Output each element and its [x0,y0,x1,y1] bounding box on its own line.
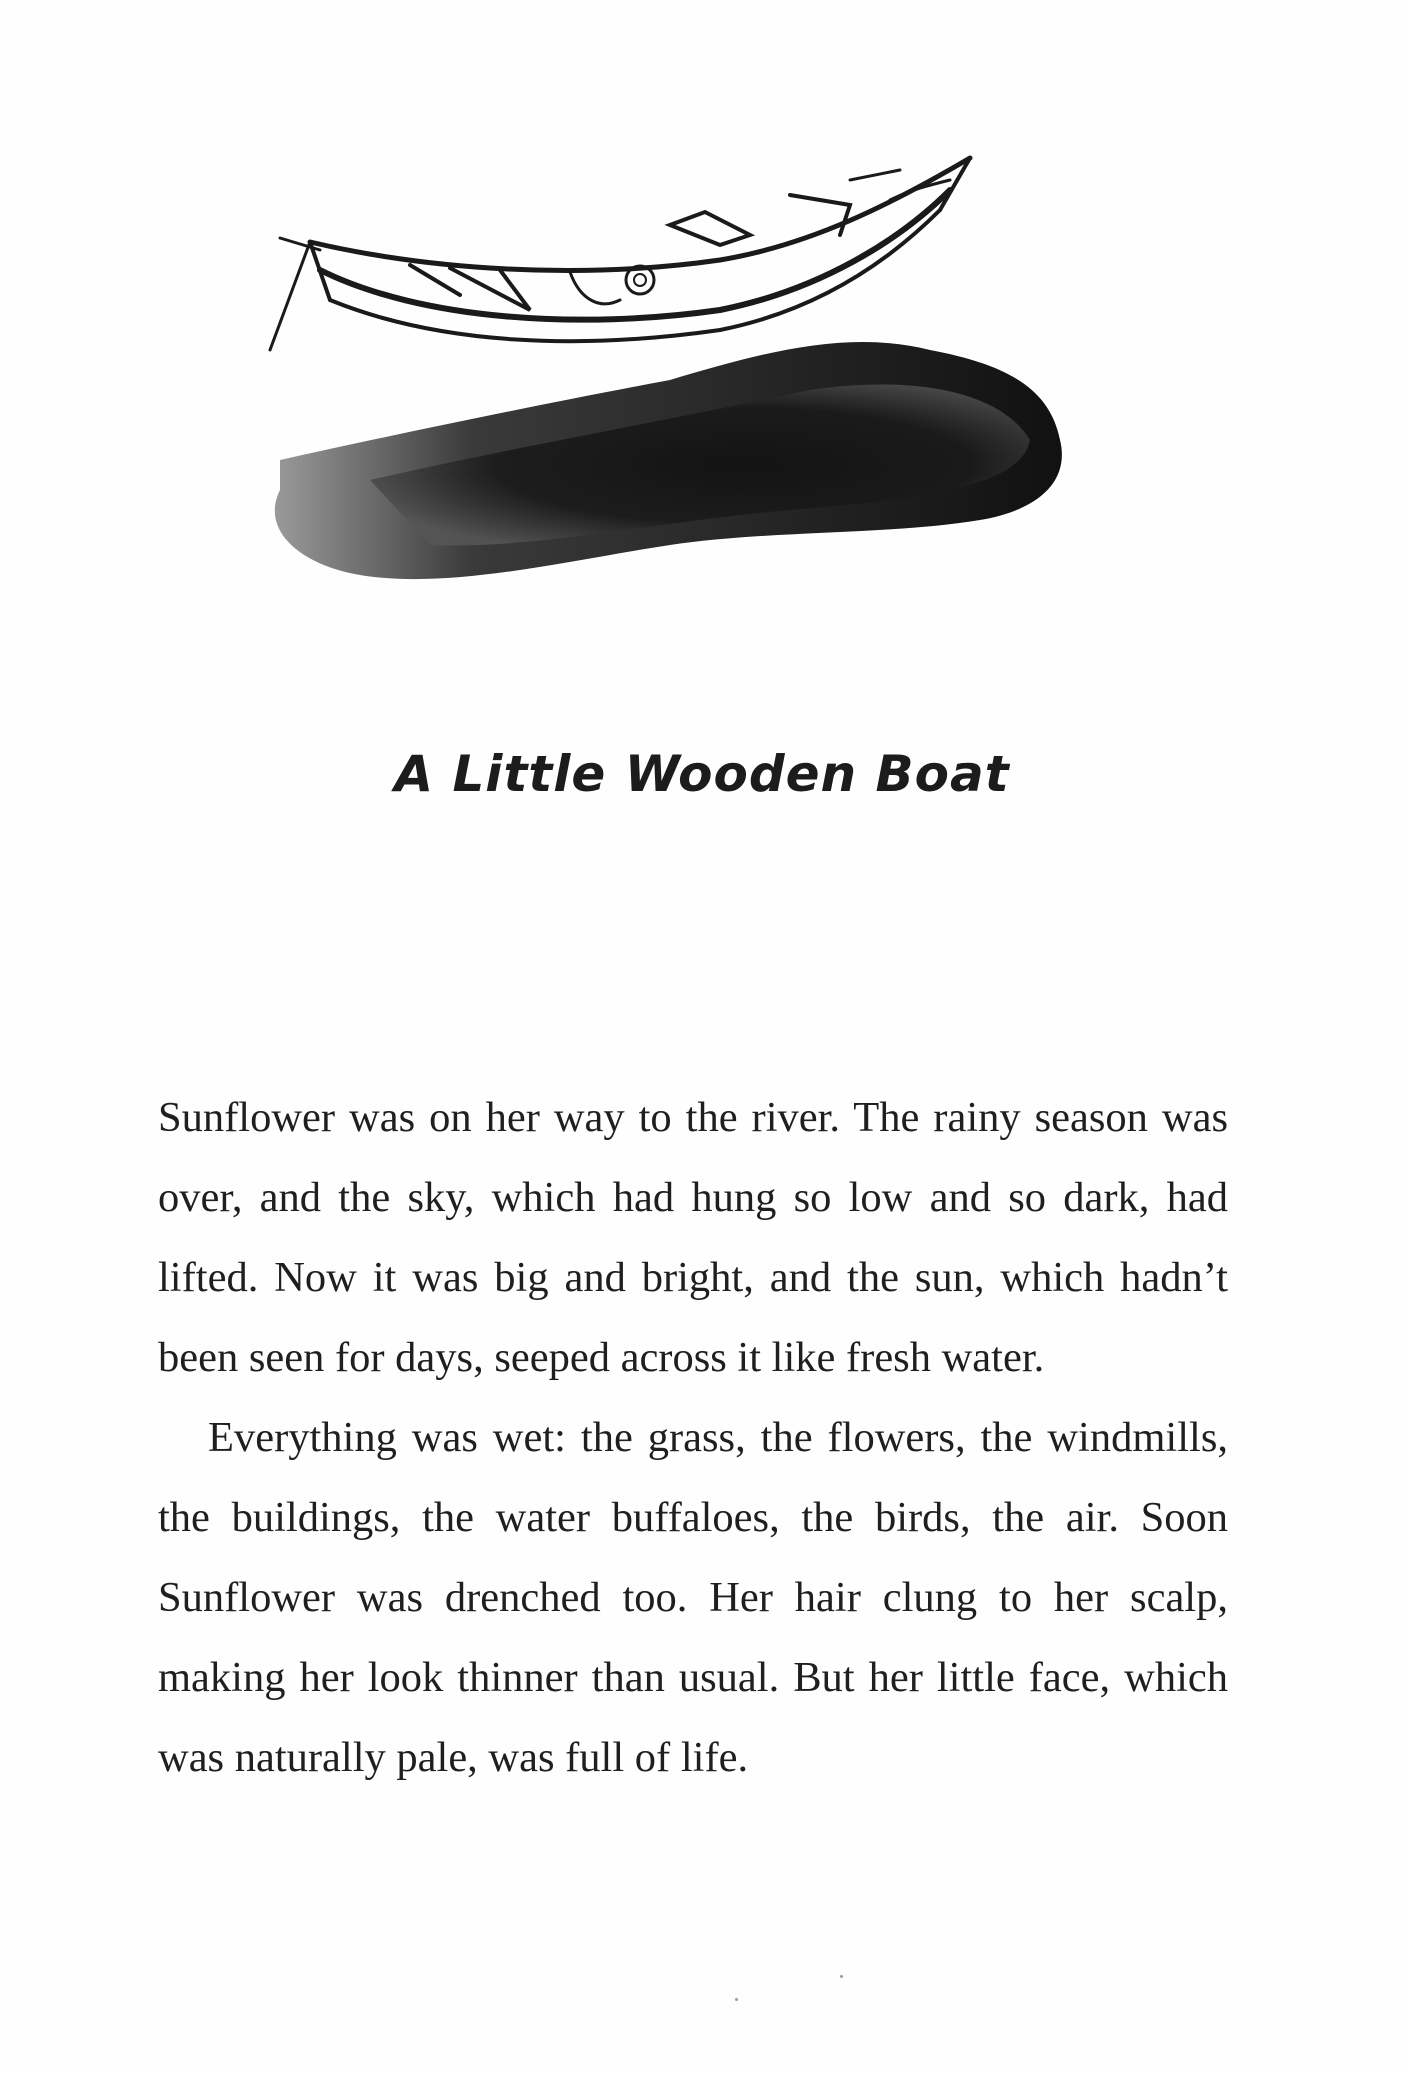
paragraph-2: Everything was wet: the grass, the flowers, the windmills, the buildings, the water buffaloes, the birds, the air. Soon Sunflower was drenched too. Her hair clung to her scalp, making her look thinner than usual. But her little face, which was naturally pale, was full of life. [158,1414,1228,1781]
wooden-boat-icon [250,150,1150,630]
scan-speck [735,1998,738,2001]
paragraph-1: Sunflower was on her way to the river. The rainy season was over, and the sky, which had hung so low and so dark, had lifted. Now it was big and bright, and the sun, which hadn’t been seen for days, seeped across it like fresh water. [158,1094,1228,1381]
scan-speck [840,1975,843,1978]
chapter-body [158,1078,1228,1798]
chapter-title: A Little Wooden Boat [394,745,1010,803]
ink-shadow [275,342,1062,579]
boat-hull [270,158,970,350]
